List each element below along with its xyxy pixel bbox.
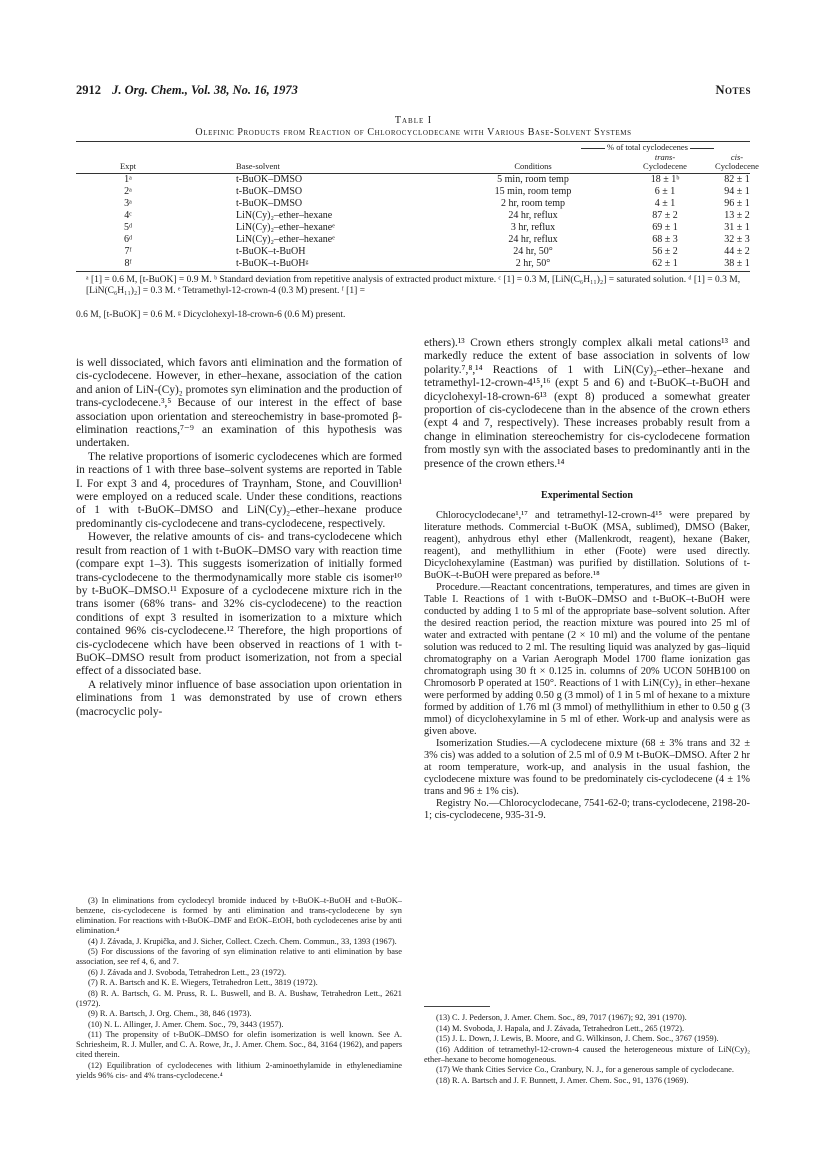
row-trans: 6 ± 1 bbox=[654, 186, 676, 197]
reference-item: (6) J. Závada and J. Svoboda, Tetrahedron Lett., 23 (1972). bbox=[88, 967, 287, 977]
row-expt: 3ᵃ bbox=[124, 198, 132, 209]
row-expt: 6ᵈ bbox=[123, 234, 133, 245]
page-number: 2912 bbox=[76, 83, 101, 97]
row-cis: 44 ± 2 bbox=[724, 246, 750, 257]
reference-item: (10) N. L. Allinger, J. Amer. Chem. Soc., 79, 3443 (1957). bbox=[88, 1019, 284, 1029]
row-cond: 24 hr, reflux bbox=[508, 234, 558, 245]
row-expt: 7ᶠ bbox=[124, 246, 132, 257]
running-header bbox=[76, 83, 298, 98]
row-base: t-BuOK–DMSO bbox=[236, 174, 303, 185]
reference-item: (5) For discussions of the favoring of syn elimination relative to anti elimination by base association, see ref 4, 6, and 7. bbox=[76, 947, 402, 966]
row-base: t-BuOK–t-BuOHᵍ bbox=[236, 258, 309, 269]
row-cis: 32 ± 3 bbox=[724, 234, 750, 245]
row-base: LiN(Cy)₂–ether–hexaneᵉ bbox=[236, 234, 335, 245]
body-paragraph: The relative proportions of isomeric cyclodecenes which are formed in reactions of 1 with three base–solvent systems are reported in Table I. For expt 3 and 4, procedures of Traynham, Stone, and Couvillion¹ were employed on a reduced scale. Under these conditions, reactions of 1 with t-BuOK–DMSO and LiN(Cy)₂–ether–hexane produce predominantly cis-cyclodecene and trans-cyclodecene, respectively. bbox=[76, 450, 402, 530]
table-label: Table I bbox=[394, 115, 433, 126]
experimental-section bbox=[424, 510, 750, 822]
body-paragraph: However, the relative amounts of cis- and trans-cyclodecene which result from reaction of 1 with t-BuOK–DMSO vary with reaction time (compare expt 1–3). This suggests isomerization of initially formed trans-cyclodecene to the thermodynamically more stable cis isomer¹⁰ by t-BuOK–DMSO.¹¹ Exposure of a cyclodecene mixture rich in the trans isomer (68% trans- and 32% cis-cyclodecene) to the reaction conditions of expt 3 resulted in isomerization to a mixture which contained 96% cis-cyclodecene.¹² Therefore, the high proportions of cis-cyclodecene which have been observed in reactions of 1 with t-BuOK–DMSO result from product isomerization, not from a special effect of a dissociated base. bbox=[76, 531, 402, 678]
col-cis-top: cis- bbox=[730, 152, 744, 162]
row-base: t-BuOK–DMSO bbox=[236, 198, 303, 209]
reference-item: (7) R. A. Bartsch and K. E. Wiegers, Tetrahedron Lett., 3819 (1972). bbox=[88, 978, 318, 987]
table-group-header bbox=[545, 143, 750, 152]
reference-item: (14) M. Svoboda, J. Hapala, and J. Závada, Tetrahedron Lett., 265 (1972). bbox=[436, 1023, 685, 1033]
reference-item: (8) R. A. Bartsch, G. M. Pruss, R. L. Buswell, and B. A. Bushaw, Tetrahedron Lett., 2621 (1972). bbox=[76, 988, 402, 1008]
section-label: Notes bbox=[715, 83, 751, 97]
row-cis: 96 ± 1 bbox=[724, 198, 750, 209]
row-trans: 62 ± 1 bbox=[652, 258, 678, 269]
row-cond: 24 hr, reflux bbox=[508, 210, 558, 221]
row-cis: 31 ± 1 bbox=[724, 222, 750, 233]
reference-item: (18) R. A. Bartsch and J. F. Bunnett, J. Amer. Chem. Soc., 91, 1376 (1969). bbox=[436, 1075, 689, 1085]
col-base-header: Base-solvent bbox=[236, 161, 280, 171]
col-cond-header: Conditions bbox=[514, 161, 552, 171]
footnotes-left bbox=[76, 896, 402, 1081]
reference-item: (11) The propensity of t-BuOK–DMSO for olefin isomerization is well known. See A. Schriesheim, R. J. Muller, and C. A. Rowe, Jr., J. Amer. Chem. Soc., 84, 3164 (1962), and papers cited therein. bbox=[76, 1030, 402, 1059]
row-base: LiN(Cy)₂–ether–hexane bbox=[236, 210, 333, 221]
row-cis: 94 ± 1 bbox=[724, 186, 750, 197]
row-trans: 18 ± 1ᵇ bbox=[650, 174, 680, 185]
table-footnote: 0.6 M, [t-BuOK] = 0.6 M. ᵍ Dicyclohexyl-18-crown-6 (0.6 M) present. bbox=[76, 310, 346, 320]
row-expt: 1ᵃ bbox=[124, 174, 132, 185]
reference-item: (4) J. Závada, J. Krupička, and J. Sicher, Collect. Czech. Chem. Commun., 33, 1393 (1967). bbox=[88, 936, 397, 946]
col-cis-header: Cyclodecene bbox=[715, 161, 759, 171]
table-bottom-rule bbox=[76, 271, 750, 272]
row-cond: 5 min, room temp bbox=[497, 174, 569, 185]
table-caption: Olefinic Products from Reaction of Chlorocyclodecane with Various Base-Solvent Systems bbox=[195, 127, 632, 138]
experimental-paragraph: Isomerization Studies.—A cyclodecene mixture (68 ± 3% trans and 32 ± 3% cis) was added to a solution of 2.5 ml of 0.9 M t-BuOK–DMSO. After 2 hr at room temperature, work-up, and analysis in the usual fashion, the cyclodecene mixture was found to be predominately cis-cyclodecene (4 ± 1% trans and 96 ± 1% cis). bbox=[424, 738, 750, 798]
row-expt: 5ᵈ bbox=[123, 222, 133, 233]
registry-numbers: Registry No.—Chlorocyclodecane, 7541-62-0; trans-cyclodecene, 2198-20-1; cis-cyclodecene, 935-31-9. bbox=[424, 798, 750, 822]
row-trans: 56 ± 2 bbox=[652, 246, 678, 257]
row-cond: 2 hr, 50° bbox=[515, 258, 551, 269]
footnotes-right bbox=[424, 1013, 750, 1086]
group-header-text: % of total cyclodecenes bbox=[607, 142, 688, 152]
row-cond: 3 hr, reflux bbox=[510, 222, 556, 233]
row-base: t-BuOK–DMSO bbox=[236, 186, 303, 197]
col-trans-header: Cyclodecene bbox=[643, 161, 687, 171]
experimental-heading: Experimental Section bbox=[541, 490, 633, 502]
row-cis: 38 ± 1 bbox=[724, 258, 750, 269]
table-footnote: ᵃ [1] = 0.6 M, [t-BuOK] = 0.9 M. ᵇ Standard deviation from repetitive analysis of extracted product mixture. ᶜ [1] = 0.3 M, [LiN(C₆H₁₁)₂] = saturated solution. ᵈ [1] = 0.3 M, [LiN(C₆H₁₁)₂] = 0.3 M. ᵉ Tetramethyl-12-crown-4 (0.3 M) present. ᶠ [1] = bbox=[86, 275, 741, 296]
reference-item: (9) R. A. Bartsch, J. Org. Chem., 38, 846 (1973). bbox=[88, 1009, 252, 1018]
experimental-paragraph: Chlorocyclodecane¹,¹⁷ and tetramethyl-12-crown-4¹⁵ were prepared by literature methods. Commercial t-BuOK (MSA, sublimed), DMSO (Baker, reagent), anhydrous ethyl ether (Mallenkrodt, reagent), hexane (Baker, reagent), and methyllithium in ether (Foote) were used directly. Dicyclohexylamine (Eastman) was purified by distillation. Solutions of t-BuOK–t-BuOH were prepared as before.¹⁸ bbox=[424, 510, 750, 582]
row-trans: 68 ± 3 bbox=[652, 234, 678, 245]
reference-item: (17) We thank Cities Service Co., Cranbury, N. J., for a generous sample of cyclodecane. bbox=[436, 1065, 734, 1074]
row-cond: 15 min, room temp bbox=[494, 186, 572, 197]
body-paragraph: is well dissociated, which favors anti elimination and the formation of cis-cyclodecene. However, in ether–hexane, association of the cation and anion of LiN-(Cy)₂ promotes syn elimination and the production of trans-cyclodecene.³,⁵ Because of our interest in the effect of base association upon orientation and stereochemistry in base-promoted β-elimination reactions,⁷⁻⁹ an examination of this hypothesis was undertaken. bbox=[76, 357, 403, 450]
row-expt: 8ᶠ bbox=[124, 258, 132, 269]
reference-item: (12) Equilibration of cyclodecenes with lithium 2-aminoethylamide in ethylenediamine yields 96% cis- and 4% trans-cyclodecene.⁴ bbox=[76, 1060, 402, 1080]
experimental-paragraph: Procedure.—Reactant concentrations, temperatures, and times are given in Table I. Reactions of 1 with t-BuOK–DMSO and t-BuOK–t-BuOH were conducted by adding 1 to 5 ml of the appropriate base–solvent solution. After the desired reaction period, the reaction mixture was poured into 25 ml of water and extracted with pentane (2 × 10 ml) and the volume of the pentane solution was reduced to 2 ml. The resulting liquid was analyzed by gas–liquid chromatography on a Varian Aerograph Model 1700 flame ionization gas chromatograph using 30 ft × 0.125 in. columns of 20% UCON 50HB100 on Chromosorb P operated at 150°. Reactions of 1 with LiN(Cy)₂ in ether–hexane were performed by adding 0.50 g (3 mmol) of 1 in 5 ml of hexane to a mixture formed by addition of 1.76 ml (3 mmol) of methyllithium in ether to 0.50 g (3 mmol) of dicyclohexylamine in 5 ml of ether. Work-up and analysis were as given above. bbox=[424, 582, 750, 738]
row-cond: 24 hr, 50° bbox=[513, 246, 553, 257]
col-trans-top: trans- bbox=[654, 152, 676, 162]
journal-citation: J. Org. Chem., Vol. 38, No. 16, 1973 bbox=[112, 83, 298, 97]
reference-item: (3) In eliminations from cyclodecyl bromide induced by t-BuOK–t-BuOH and t-BuOK–benzene, cis-cyclodecene is formed by anti elimination and trans-cyclodecene by syn elimination. For reactions with t-BuOK–DMF and EtOK–EtOH, both cyclodecenes arise by anti elimination.⁴ bbox=[76, 896, 402, 935]
body-paragraph: A relatively minor influence of base association upon orientation in eliminations from 1 was demonstrated by use of crown ethers (macrocyclic poly- bbox=[76, 678, 402, 718]
row-cond: 2 hr, room temp bbox=[500, 198, 566, 209]
right-column bbox=[424, 337, 750, 822]
row-base: t-BuOK–t-BuOH bbox=[236, 246, 306, 257]
reference-item: (16) Addition of tetramethyl-12-crown-4 caused the heterogeneous mixture of LiN(Cy)₂ ether–hexane to become homogeneous. bbox=[424, 1044, 750, 1064]
left-column bbox=[76, 357, 402, 719]
row-expt: 4ᶜ bbox=[124, 210, 132, 221]
row-trans: 87 ± 2 bbox=[652, 210, 678, 221]
row-base: LiN(Cy)₂–ether–hexaneᵉ bbox=[236, 222, 335, 233]
row-cis: 82 ± 1 bbox=[724, 174, 750, 185]
col-expt-header: Expt bbox=[119, 161, 137, 171]
reference-item: (13) C. J. Pederson, J. Amer. Chem. Soc., 89, 7017 (1967); 92, 391 (1970). bbox=[436, 1013, 687, 1022]
footnote-divider bbox=[424, 1006, 490, 1007]
reference-item: (15) J. L. Down, J. Lewis, B. Moore, and G. Wilkinson, J. Chem. Soc., 3767 (1959). bbox=[436, 1034, 719, 1043]
row-trans: 69 ± 1 bbox=[652, 222, 678, 233]
row-expt: 2ᵃ bbox=[124, 186, 132, 197]
row-cis: 13 ± 2 bbox=[724, 210, 750, 221]
body-paragraph: ethers).¹³ Crown ethers strongly complex alkali metal cations¹³ and markedly reduce the extent of base association in solvents of low polarity.⁷,⁸,¹⁴ Reactions of 1 with LiN(Cy)₂–ether–hexane and tetramethyl-12-crown-4¹⁵,¹⁶ (expt 5 and 6) and t-BuOK–t-BuOH and dicyclohexyl-18-crown-6¹³ (expt 8) produced a somewhat greater proportion of cis-cyclodecene than in the absence of the crown ethers (expt 4 and 7, respectively). These increases probably result from a change in elimination stereochemistry for cis-cyclodecene formation from mostly syn with the associated bases to predominantly anti in the presence of the crown ethers.¹⁴ bbox=[424, 337, 750, 470]
row-trans: 4 ± 1 bbox=[654, 198, 676, 209]
